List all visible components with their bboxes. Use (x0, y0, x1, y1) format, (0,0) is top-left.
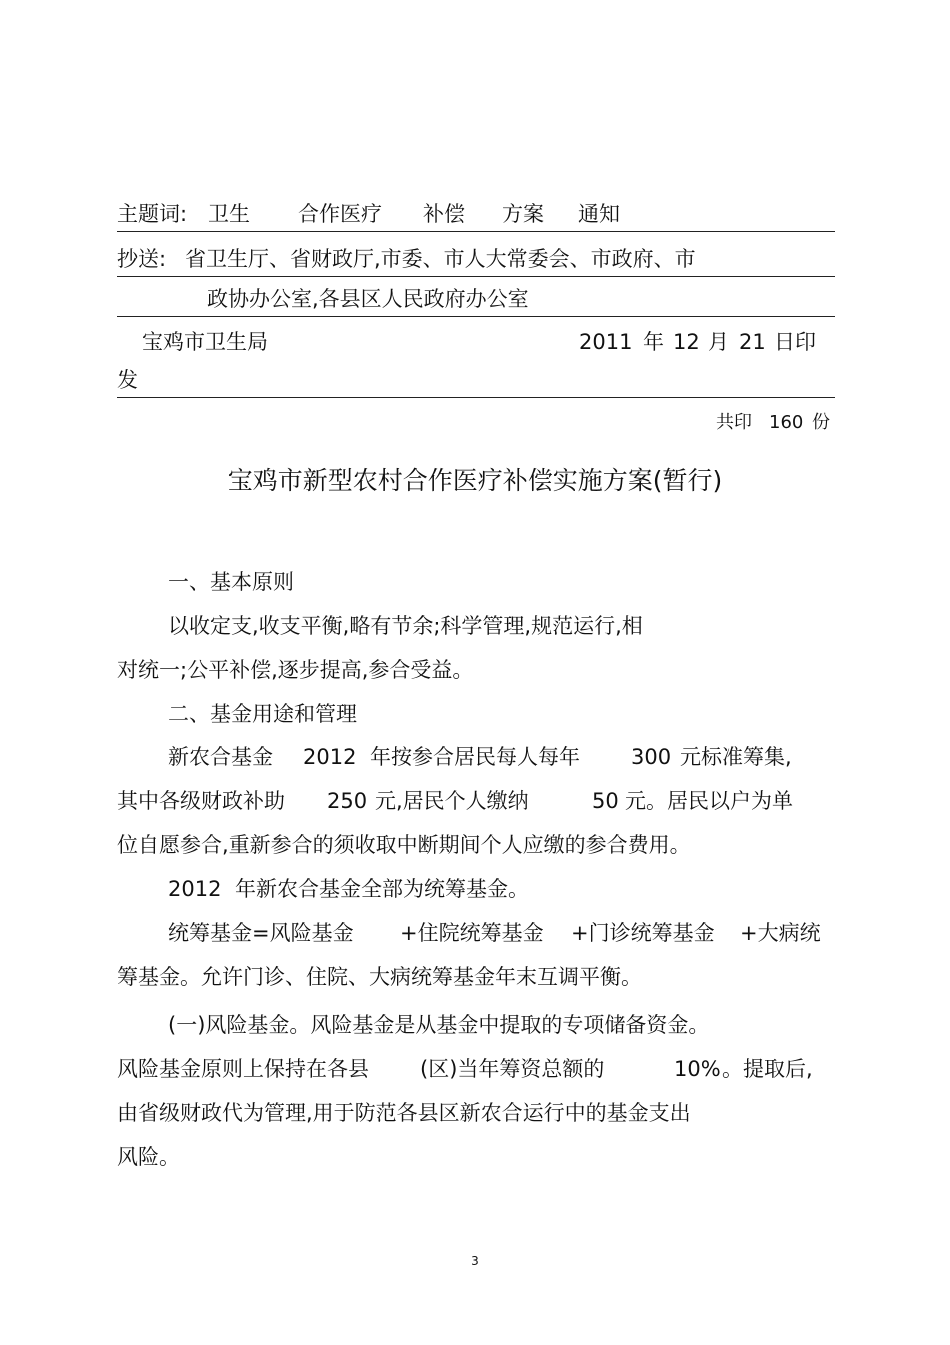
p4-l2-percent: 10% (674, 1057, 721, 1081)
p3-line-2: 筹基金。允许门诊、住院、大病统筹基金年末互调平衡。 (117, 965, 642, 989)
p3-text-b: +住院统筹基金 (400, 921, 544, 945)
rule-1 (117, 231, 835, 232)
copies-post: 份 (812, 412, 830, 433)
p2-year: 2012 (168, 877, 222, 901)
copies-number: 160 (769, 412, 804, 433)
cc-label: 抄送: (117, 247, 167, 271)
issue-date-month-unit: 月 (708, 330, 729, 354)
keyword-2: 合作医疗 (298, 202, 382, 226)
issue-date-year: 2011 (579, 330, 633, 354)
section-1-line-1: 以收定支,收支平衡,略有节余;科学管理,规范运行,相 (168, 614, 643, 638)
p1-amount: 300 (631, 745, 672, 769)
keyword-1: 卫生 (208, 202, 250, 226)
section-2-heading: 二、基金用途和管理 (168, 702, 357, 726)
p4-line-1: (一)风险基金。风险基金是从基金中提取的专项储备资金。 (168, 1013, 710, 1037)
cc-line-2: 政协办公室,各县区人民政府办公室 (207, 287, 529, 311)
p1-l2-personal: 50 (592, 789, 619, 813)
issue-date-day: 21 (739, 330, 766, 354)
p1-text-c: 年按参合居民每人每年 (370, 745, 580, 769)
rule-2 (117, 276, 835, 277)
p4-line-3: 由省级财政代为管理,用于防范各县区新农合运行中的基金支出 (117, 1101, 691, 1125)
keywords-label: 主题词: (117, 202, 188, 226)
p1-l2-a: 其中各级财政补助 (117, 789, 285, 813)
section-1-line-2: 对统一;公平补偿,逐步提高,参合受益。 (117, 658, 474, 682)
p4-l2-a: 风险基金原则上保持在各县 (117, 1057, 369, 1081)
p4-l2-b: (区)当年筹资总额的 (420, 1057, 605, 1081)
p1-l2-e: 元。居民以户为单 (625, 789, 793, 813)
page-number: 3 (471, 1254, 479, 1268)
issuer: 宝鸡市卫生局 (142, 330, 268, 354)
p4-l2-d: 。提取后, (722, 1057, 813, 1081)
p1-l2-subsidy: 250 (327, 789, 368, 813)
issue-date-month: 12 (673, 330, 700, 354)
issue-date-year-unit: 年 (643, 330, 664, 354)
issue-date-day-unit: 日印 (774, 330, 816, 354)
p1-text-e: 元标准筹集, (680, 745, 792, 769)
p3-text-a: 统筹基金=风险基金 (168, 921, 354, 945)
copies-pre: 共印 (716, 412, 752, 433)
cc-line-1: 省卫生厅、省财政厅,市委、市人大常委会、市政府、市 (185, 247, 696, 271)
p1-l2-c: 元,居民个人缴纳 (375, 789, 529, 813)
p1-text-a: 新农合基金 (168, 745, 273, 769)
issue-tail: 发 (117, 368, 138, 392)
document-title: 宝鸡市新型农村合作医疗补偿实施方案(暂行) (227, 466, 723, 495)
p3-text-c: +门诊统筹基金 (571, 921, 715, 945)
p2-text: 年新农合基金全部为统筹基金。 (235, 877, 529, 901)
keyword-3: 补偿 (423, 202, 465, 226)
p3-text-d: +大病统 (740, 921, 821, 945)
keyword-4: 方案 (502, 202, 544, 226)
rule-4 (117, 397, 835, 398)
section-1-heading: 一、基本原则 (168, 570, 294, 594)
p4-line-4: 风险。 (117, 1145, 180, 1169)
p1-year: 2012 (303, 745, 357, 769)
p1-line-3: 位自愿参合,重新参合的须收取中断期间个人应缴的参合费用。 (117, 833, 691, 857)
rule-3 (117, 316, 835, 317)
keyword-5: 通知 (578, 202, 620, 226)
